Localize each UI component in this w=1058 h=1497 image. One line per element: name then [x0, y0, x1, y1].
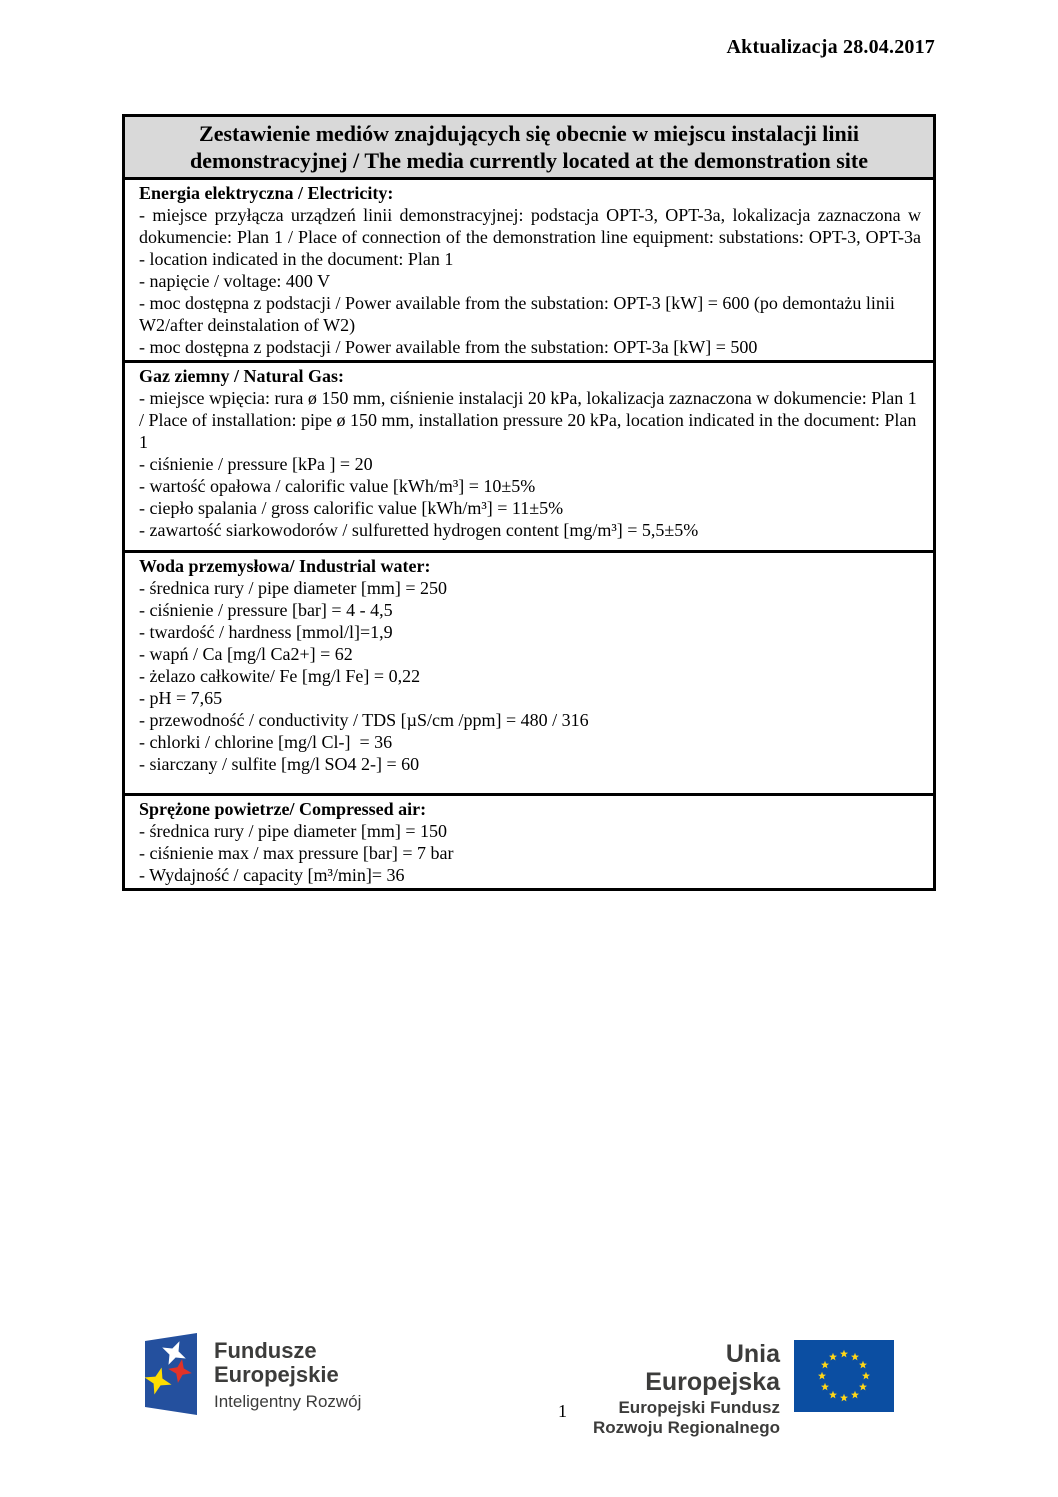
table-line: - Wydajność / capacity [m³/min]= 36: [139, 865, 405, 885]
section-row-natural-gas: [124, 362, 935, 552]
left-logo-title-line2: Europejskie: [214, 1362, 339, 1387]
table-line: - ciśnienie / pressure [bar] = 4 - 4,5: [139, 600, 393, 620]
table-line: - napięcie / voltage: 400 V: [139, 271, 331, 291]
table-line: - pH = 7,65: [139, 688, 223, 708]
table-line: - ciepło spalania / gross calorific value [kWh/m³] = 11±5%: [139, 498, 564, 518]
table-line: - moc dostępna z podstacji / Power available from the substation: OPT-3 [kW] = 600 (po demontażu linii W2/after deinstalation of W2): [139, 293, 900, 335]
table-line: - średnica rury / pipe diameter [mm] = 150: [139, 821, 448, 841]
table-line: - miejsce wpięcia: rura ø 150 mm, ciśnienie instalacji 20 kPa, lokalizacja zaznaczona w dokumencie: Plan 1 / Place of installation: pipe ø 150 mm, installation pressure 20 kPa, location indicated in the document: Plan 1: [139, 388, 922, 452]
table-line: - moc dostępna z podstacji / Power available from the substation: OPT-3a [kW] = 500: [139, 337, 758, 357]
table-line: - siarczany / sulfite [mg/l SO4 2-] = 60: [139, 754, 420, 774]
right-logo-title: Unia Europejska: [645, 1340, 780, 1396]
left-logo-subtitle: Inteligentny Rozwój: [214, 1392, 362, 1411]
fundusze-europejskie-logo: [145, 1333, 361, 1415]
table-title-row: [124, 116, 935, 179]
electricity-heading: Energia elektryczna / Electricity:: [139, 183, 394, 203]
compressed-air-heading: Sprężone powietrze/ Compressed air:: [139, 799, 427, 819]
table-title: Zestawienie mediów znajdujących się obecnie w miejscu instalacji linii demonstracyjnej / The media currently located at the demonstration site: [124, 116, 935, 179]
page-number: 1: [558, 1401, 567, 1421]
section-row-electricity: [124, 179, 935, 362]
industrial-water-lines: [139, 577, 921, 775]
compressed-air-lines: [139, 820, 921, 886]
pl-funds-flag-icon: [145, 1333, 197, 1415]
table-line: - twardość / hardness [mmol/l]=1,9: [139, 622, 393, 642]
section-row-compressed-air: [124, 795, 935, 890]
right-logo-subtitle-line1: Europejski Fundusz: [618, 1398, 780, 1417]
table-line: - zawartość siarkowodorów / sulfuretted hydrogen content [mg/m³] = 5,5±5%: [139, 520, 699, 540]
natural-gas-heading: Gaz ziemny / Natural Gas:: [139, 366, 344, 386]
table-line: - ciśnienie / pressure [kPa ] = 20: [139, 454, 373, 474]
table-line: - średnica rury / pipe diameter [mm] = 250: [139, 578, 448, 598]
table-line: - chlorki / chlorine [mg/l Cl-] = 36: [139, 732, 393, 752]
table-line: - ciśnienie max / max pressure [bar] = 7 bar: [139, 843, 454, 863]
table-line: - wapń / Ca [mg/l Ca2+] = 62: [139, 644, 353, 664]
industrial-water-heading: Woda przemysłowa/ Industrial water:: [139, 556, 431, 576]
left-logo-title-line1: Fundusze: [214, 1338, 317, 1363]
natural-gas-lines: [139, 387, 921, 541]
update-date: Aktualizacja 28.04.2017: [726, 36, 935, 58]
table-line: - wartość opałowa / calorific value [kWh/m³] = 10±5%: [139, 476, 536, 496]
table-line: - żelazo całkowite/ Fe [mg/l Fe] = 0,22: [139, 666, 421, 686]
unia-europejska-logo: [590, 1338, 894, 1438]
right-logo-subtitle-line2: Rozwoju Regionalnego: [593, 1418, 780, 1437]
table-line: - przewodność / conductivity / TDS [µS/cm /ppm] = 480 / 316: [139, 710, 589, 730]
eu-flag-icon: [794, 1340, 894, 1412]
section-row-industrial-water: [124, 552, 935, 795]
table-line: - miejsce przyłącza urządzeń linii demonstracyjnej: podstacja OPT-3, OPT-3a, lokalizacja zaznaczona w dokumencie: Plan 1 / Place of connection of the demonstration line equipment: substations: OPT-3, OPT-3a - location indicated in the document: Plan 1: [139, 205, 926, 269]
electricity-lines: [139, 204, 926, 358]
media-table: [122, 114, 936, 891]
